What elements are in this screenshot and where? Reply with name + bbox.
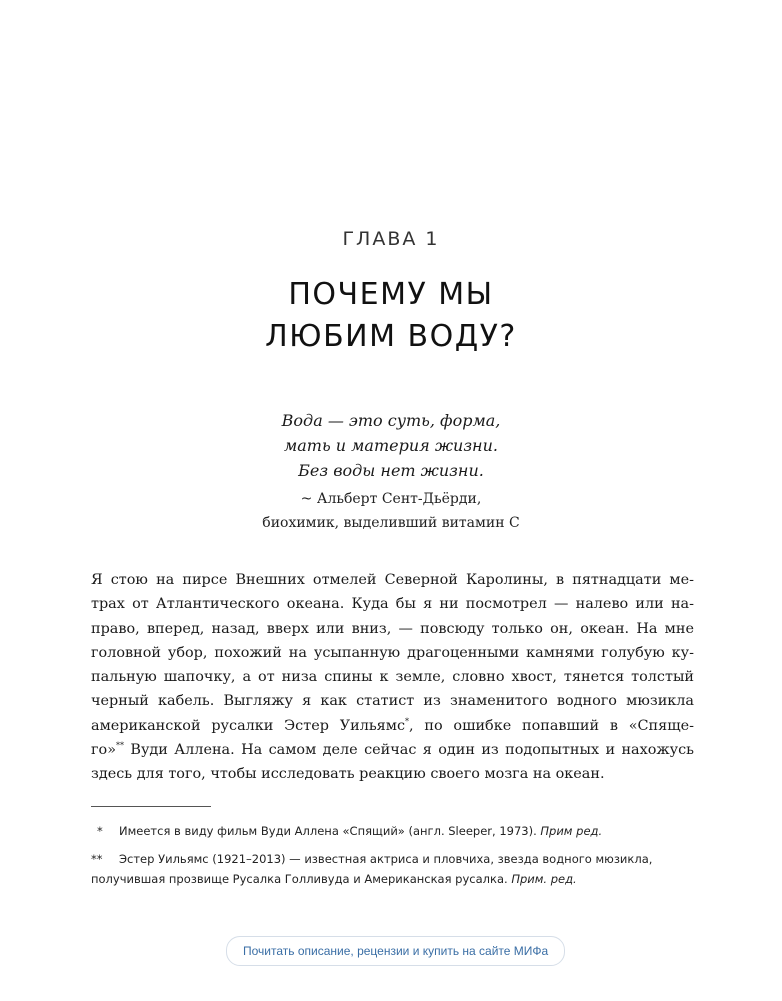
- body-line-part: Вуди Аллена. На самом деле сейчас я один из подопытных и нахожусь: [124, 742, 694, 759]
- epigraph-attribution: [0, 487, 782, 535]
- body-line-part: го»: [91, 742, 117, 759]
- epigraph: [0, 408, 782, 535]
- body-line: здесь для того, чтобы исследовать реакцию своего мозга на океан.: [91, 766, 605, 783]
- body-line: [91, 714, 694, 738]
- body-paragraph: [91, 568, 694, 787]
- body-line: право, вперед, назад, вверх или вниз, — повсюду только он, океан. На мне: [91, 620, 694, 637]
- footnote-ref-1[interactable]: *: [405, 716, 410, 726]
- epigraph-line: мать и материя жизни.: [284, 436, 498, 455]
- epigraph-line: Вода — это суть, форма,: [281, 411, 501, 430]
- footnote-text: получившая прозвище Русалка Голливуда и Американская русалка.: [91, 872, 508, 886]
- footnote-divider: [91, 806, 211, 807]
- footnote-2: [91, 849, 711, 889]
- body-line-part: американской русалки Эстер Уильямс: [91, 717, 406, 734]
- footnotes: [91, 821, 711, 897]
- attribution-line: биохимик, выделивший витамин С: [262, 515, 520, 531]
- footnote-text: Имеется в виду фильм Вуди Аллена «Спящий» (англ. Sleeper, 1973).: [119, 824, 537, 838]
- footnote-marker: *: [97, 824, 103, 838]
- body-line: пальную шапочку, а от низа спины к земле, словно хвост, тянется толстый: [91, 669, 694, 686]
- chapter-label: ГЛАВА 1: [342, 228, 440, 250]
- footnote-note: Прим. ред.: [511, 872, 577, 886]
- body-line: трах от Атлантического океана. Куда бы я ни посмотрел — налево или на-: [91, 596, 694, 613]
- body-line: Я стою на пирсе Внешних отмелей Северной Каролины, в пятнадцати ме-: [91, 572, 694, 588]
- attribution-line: ~ Альберт Сент-Дьёрди,: [300, 491, 482, 507]
- chapter-title: [0, 274, 782, 358]
- body-line: черный кабель. Выгляжу я как статист из знаменитого водного мюзикла: [91, 693, 694, 710]
- footnote-1: [91, 821, 711, 841]
- body-line: [91, 738, 694, 762]
- footnote-note: Прим ред.: [540, 824, 603, 838]
- footnote-marker: **: [91, 852, 103, 866]
- chapter-title-line-1: ПОЧЕМУ МЫ: [288, 277, 494, 312]
- chapter-title-line-2: ЛЮБИМ ВОДУ?: [265, 319, 517, 354]
- body-line-part: , по ошибке попавший в «Спяще-: [409, 717, 694, 734]
- footnote-line: [119, 821, 711, 841]
- footnote-line: Эстер Уильямс (1921–2013) — известная актриса и пловчиха, звезда водного мюзикла,: [119, 852, 653, 866]
- footnote-line: [91, 869, 711, 889]
- footnote-ref-2[interactable]: **: [116, 741, 125, 751]
- body-line: головной убор, похожий на усыпанную драгоценными камнями голубую ку-: [91, 644, 694, 661]
- promo-link[interactable]: Почитать описание, рецензии и купить на сайте МИФа: [226, 936, 565, 966]
- epigraph-line: Без воды нет жизни.: [298, 461, 484, 480]
